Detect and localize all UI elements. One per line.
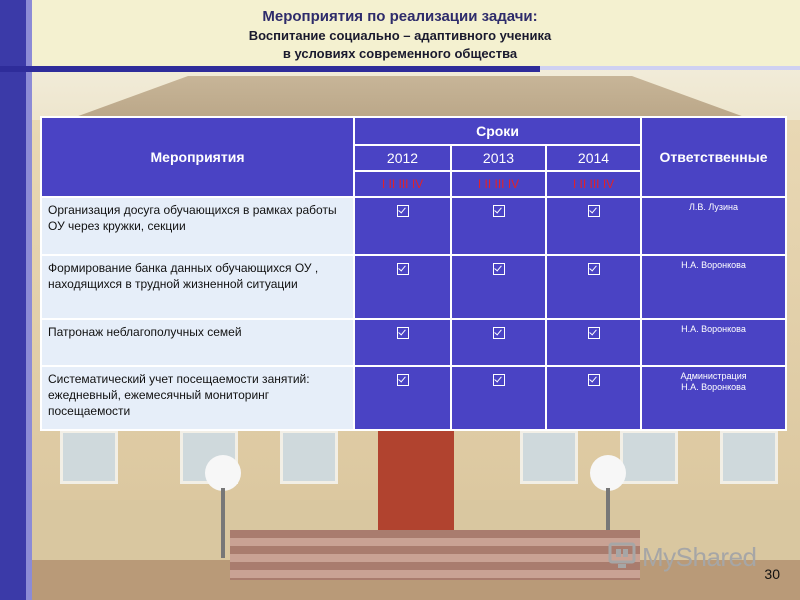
year-2014: 2014 [546, 145, 641, 171]
myshared-watermark [608, 540, 768, 572]
left-frame-stripe [0, 0, 26, 600]
table-row [41, 366, 786, 430]
checkbox-checked-icon [493, 263, 505, 275]
myshared-logo-icon [608, 540, 636, 570]
header-responsible: Ответственные [641, 117, 786, 197]
checkbox-checked-icon [493, 327, 505, 339]
checkbox-checked-icon [588, 374, 600, 386]
activity-cell: Патронаж неблагополучных семей [41, 319, 354, 366]
quarters-2013: I II III IV [451, 171, 546, 197]
page-title: Мероприятия по реализации задачи: [262, 8, 538, 25]
checkbox-checked-icon [588, 263, 600, 275]
checkbox-checked-icon [588, 205, 600, 217]
year-2012: 2012 [354, 145, 451, 171]
responsible-line: Н.А. Воронкова [681, 382, 746, 392]
responsible-cell: Л.В. Лузина [641, 197, 786, 255]
quarters-2012: I II III IV [354, 171, 451, 197]
page-number: 30 [764, 566, 780, 582]
checkbox-checked-icon [493, 374, 505, 386]
header-terms: Сроки [354, 117, 641, 145]
year-2013: 2013 [451, 145, 546, 171]
checkbox-checked-icon [588, 327, 600, 339]
watermark-text: MyShared [642, 542, 757, 572]
checkbox-checked-icon [397, 374, 409, 386]
table-row [41, 197, 786, 255]
activity-cell: Формирование банка данных обучающихся ОУ , находящихся в трудной жизненной ситуации [41, 255, 354, 319]
checkbox-checked-icon [493, 205, 505, 217]
checkbox-checked-icon [397, 327, 409, 339]
header-divider [0, 66, 540, 72]
activity-cell: Организация досуга обучающихся в рамках работы ОУ через кружки, секции [41, 197, 354, 255]
checkbox-checked-icon [397, 263, 409, 275]
responsible-cell: Н.А. Воронкова [641, 255, 786, 319]
activities-table [40, 116, 787, 431]
page-subtitle-line1: Воспитание социально – адаптивного ученика [248, 28, 552, 43]
checkbox-checked-icon [397, 205, 409, 217]
table-row [41, 255, 786, 319]
activity-cell: Систематический учет посещаемости занятий: ежедневный, ежемесячный мониторинг посещаемости [41, 366, 354, 430]
responsible-cell: Н.А. Воронкова [641, 319, 786, 366]
left-frame-stripe-light [26, 0, 32, 600]
responsible-cell [641, 366, 786, 430]
table-row [41, 319, 786, 366]
quarters-2014: I II III IV [546, 171, 641, 197]
responsible-line: Администрация [680, 371, 747, 381]
page-subtitle-line2: в условиях современного общества [282, 46, 518, 61]
header-divider-light [540, 66, 800, 70]
header-activities: Мероприятия [41, 117, 354, 197]
